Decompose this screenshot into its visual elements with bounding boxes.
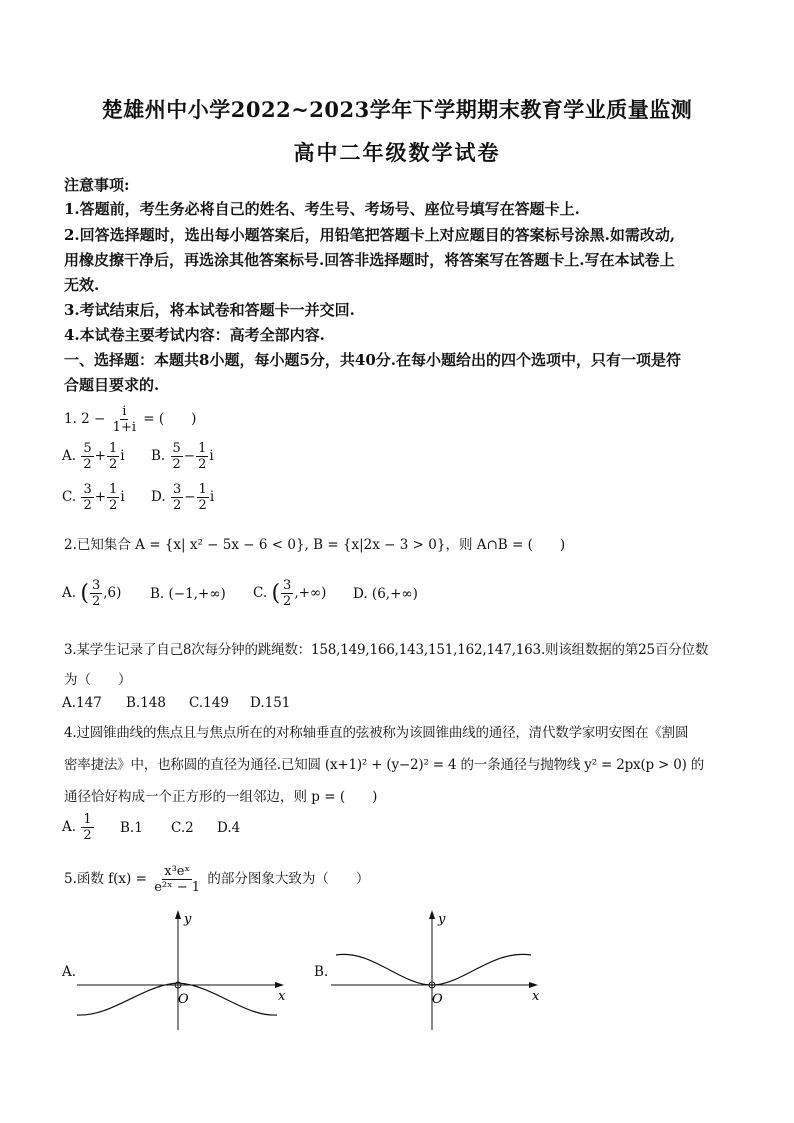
graph-b-y-label: y: [438, 912, 446, 927]
q5-graph-b: [326, 905, 546, 1035]
q1-d-den1: 2: [172, 498, 182, 513]
q1-b-label: B.: [151, 448, 166, 464]
q2-a-label: A.: [62, 585, 77, 601]
q1-option-c: [62, 482, 125, 513]
q2-c-close: ,+∞): [294, 585, 327, 601]
graph-a-origin-label: O: [178, 992, 189, 1007]
question-2: 2.已知集合 A = {x| x² − 5x − 6 < 0}, B = {x|2x − 3 > 0}，则 A∩B = ( ): [64, 537, 566, 553]
q1-fraction: [111, 404, 138, 435]
q1-d-frac1: [171, 482, 183, 513]
q1-a-op: +: [94, 448, 106, 464]
q5-suffix: 的部分图象大致为（ ）: [207, 871, 370, 887]
q1-prefix: 1. 2 −: [64, 411, 106, 427]
q2-option-a: [62, 578, 121, 609]
q1-option-d: [151, 482, 214, 513]
graph-b-y-arrow: [429, 910, 435, 919]
q4-option-d: D.4: [217, 820, 241, 836]
question-4-line-1: 4.过圆锥曲线的焦点且与焦点所在的对称轴垂直的弦被称为该圆锥曲线的通径，清代数学家明安图在《割圆: [64, 725, 689, 741]
q1-d-label: D.: [151, 489, 166, 505]
q1-c-den1: 2: [83, 498, 92, 513]
q2-option-d: D. (6,+∞): [353, 586, 418, 602]
section-heading-line-1: 一、选择题：本题共8小题，每小题5分，共40分.在每小题给出的四个选项中，只有一项是符: [64, 351, 681, 369]
q2-c-frac: [281, 578, 293, 609]
q1-d-frac2: [197, 482, 209, 513]
q5-frac-num: x³eˣ: [164, 864, 191, 879]
q1-d-num1: 3: [172, 482, 182, 497]
q1-a-den1: 2: [83, 457, 92, 472]
q3-option-c: C.149: [189, 695, 229, 711]
q5-graph-a-label: A.: [62, 964, 77, 980]
q4-a-label: A.: [62, 819, 77, 835]
q2-a-frac: [90, 578, 102, 609]
q1-b-den1: 2: [172, 457, 181, 472]
q4-option-b: B.1: [120, 820, 143, 836]
q1-frac-num: i: [122, 404, 127, 419]
q1-frac-den: 1+i: [112, 420, 136, 435]
q3-option-a: A.147: [62, 695, 102, 711]
q2-a-den: 2: [91, 594, 101, 609]
q1-a-den2: 2: [108, 457, 118, 472]
graph-a-x-label: x: [278, 989, 286, 1004]
q1-a-i: i: [120, 448, 125, 464]
q1-c-frac1: [81, 482, 93, 513]
q1-d-i: i: [209, 489, 215, 505]
graph-a-x-arrow: [275, 982, 284, 988]
q2-c-num: 3: [283, 578, 292, 593]
graph-b-origin-label: O: [432, 992, 443, 1007]
section-heading-line-2: 合题目要求的.: [64, 376, 160, 394]
q1-option-b: [151, 441, 214, 472]
q5-prefix: 5.函数 f(x) =: [64, 871, 147, 887]
q1-d-den2: 2: [198, 498, 207, 513]
q1-a-label: A.: [62, 448, 77, 464]
question-4-line-3: 通径恰好构成一个正方形的一组邻边，则 p = ( ): [64, 789, 378, 805]
q4-option-a: [62, 812, 95, 843]
question-4-line-2: 密率捷法》中，也称圆的直径为通径.已知圆 (x+1)² + (y−2)² = 4 的一条通径与抛物线 y² = 2px(p > 0) 的: [64, 757, 705, 773]
question-3-line-1: 3.某学生记录了自己8次每分钟的跳绳数：158,149,166,143,151,162,147,163.则该组数据的第25百分位数: [64, 642, 709, 658]
q5-frac-den: e²ˣ − 1: [154, 880, 201, 895]
graph-b-curve: [336, 954, 531, 985]
graph-b-x-label: x: [532, 989, 540, 1004]
q1-b-num2: 1: [198, 441, 207, 456]
notes-heading: 注意事项:: [64, 176, 130, 194]
q1-b-num1: 5: [172, 441, 181, 456]
note-item-1: 1.答题前，考生务必将自己的姓名、考生号、考场号、座位号填写在答题卡上.: [64, 200, 580, 218]
q1-b-i: i: [209, 448, 214, 464]
graph-a-y-label: y: [184, 912, 192, 927]
q1-suffix: = ( ): [143, 411, 197, 427]
q1-b-frac2: [196, 441, 208, 472]
graph-b-x-arrow: [529, 982, 538, 988]
question-1: [64, 404, 196, 435]
q1-c-i: i: [120, 489, 125, 505]
q1-c-label: C.: [62, 489, 77, 505]
q2-option-b: B. (−1,+∞): [150, 586, 226, 602]
q4-a-frac: [81, 812, 93, 843]
q1-c-frac2: [107, 482, 119, 513]
note-item-3: 3.考试结束后，将本试卷和答题卡一并交回.: [64, 301, 355, 319]
q2-c-open: (: [271, 581, 281, 606]
note-item-2-line-3: 无效.: [64, 276, 100, 294]
question-3-line-2: 为（ ）: [64, 672, 132, 688]
q1-a-num1: 5: [83, 441, 92, 456]
q1-b-den2: 2: [198, 457, 207, 472]
note-item-2-line-1: 2.回答选择题时，选出每小题答案后，用铅笔把答题卡上对应题目的答案标号涂黑.如需改动,: [64, 226, 676, 244]
q2-option-c: [253, 578, 326, 609]
q1-b-op: −: [183, 448, 196, 464]
q2-c-label: C.: [253, 585, 268, 601]
q2-a-num: 3: [91, 578, 101, 593]
exam-title: 楚雄州中小学2022~2023学年下学期期末教育学业质量监测: [101, 97, 693, 122]
question-5: [64, 864, 369, 895]
q2-c-den: 2: [283, 594, 292, 609]
q2-a-open: (: [80, 581, 89, 606]
q5-fraction: [152, 864, 202, 895]
q3-option-b: B.148: [126, 695, 166, 711]
q5-graph-b-label: B.: [314, 964, 329, 980]
q1-c-op: +: [94, 489, 107, 505]
note-item-4: 4.本试卷主要考试内容：高考全部内容.: [64, 326, 325, 344]
q1-d-op: −: [184, 489, 196, 505]
q1-c-num2: 1: [109, 482, 118, 497]
q4-a-den: 2: [83, 828, 92, 843]
q3-option-d: D.151: [250, 695, 291, 711]
q5-graph-a: [72, 905, 292, 1035]
q4-option-c: C.2: [171, 820, 194, 836]
note-item-2-line-2: 用橡皮擦干净后，再选涂其他答案标号.回答非选择题时，将答案写在答题卡上.写在本试卷上: [64, 251, 675, 269]
q1-b-frac1: [171, 441, 183, 472]
q1-a-num2: 1: [108, 441, 118, 456]
exam-subtitle: 高中二年级数学试卷: [293, 140, 501, 165]
q1-option-a: [62, 441, 125, 472]
q1-a-frac2: [107, 441, 119, 472]
q1-c-num1: 3: [83, 482, 92, 497]
q2-a-close: ,6): [103, 585, 122, 601]
q1-d-num2: 1: [198, 482, 207, 497]
q1-a-frac1: [81, 441, 93, 472]
q4-a-num: 1: [83, 812, 92, 827]
graph-a-y-arrow: [175, 910, 181, 919]
q1-c-den2: 2: [109, 498, 118, 513]
